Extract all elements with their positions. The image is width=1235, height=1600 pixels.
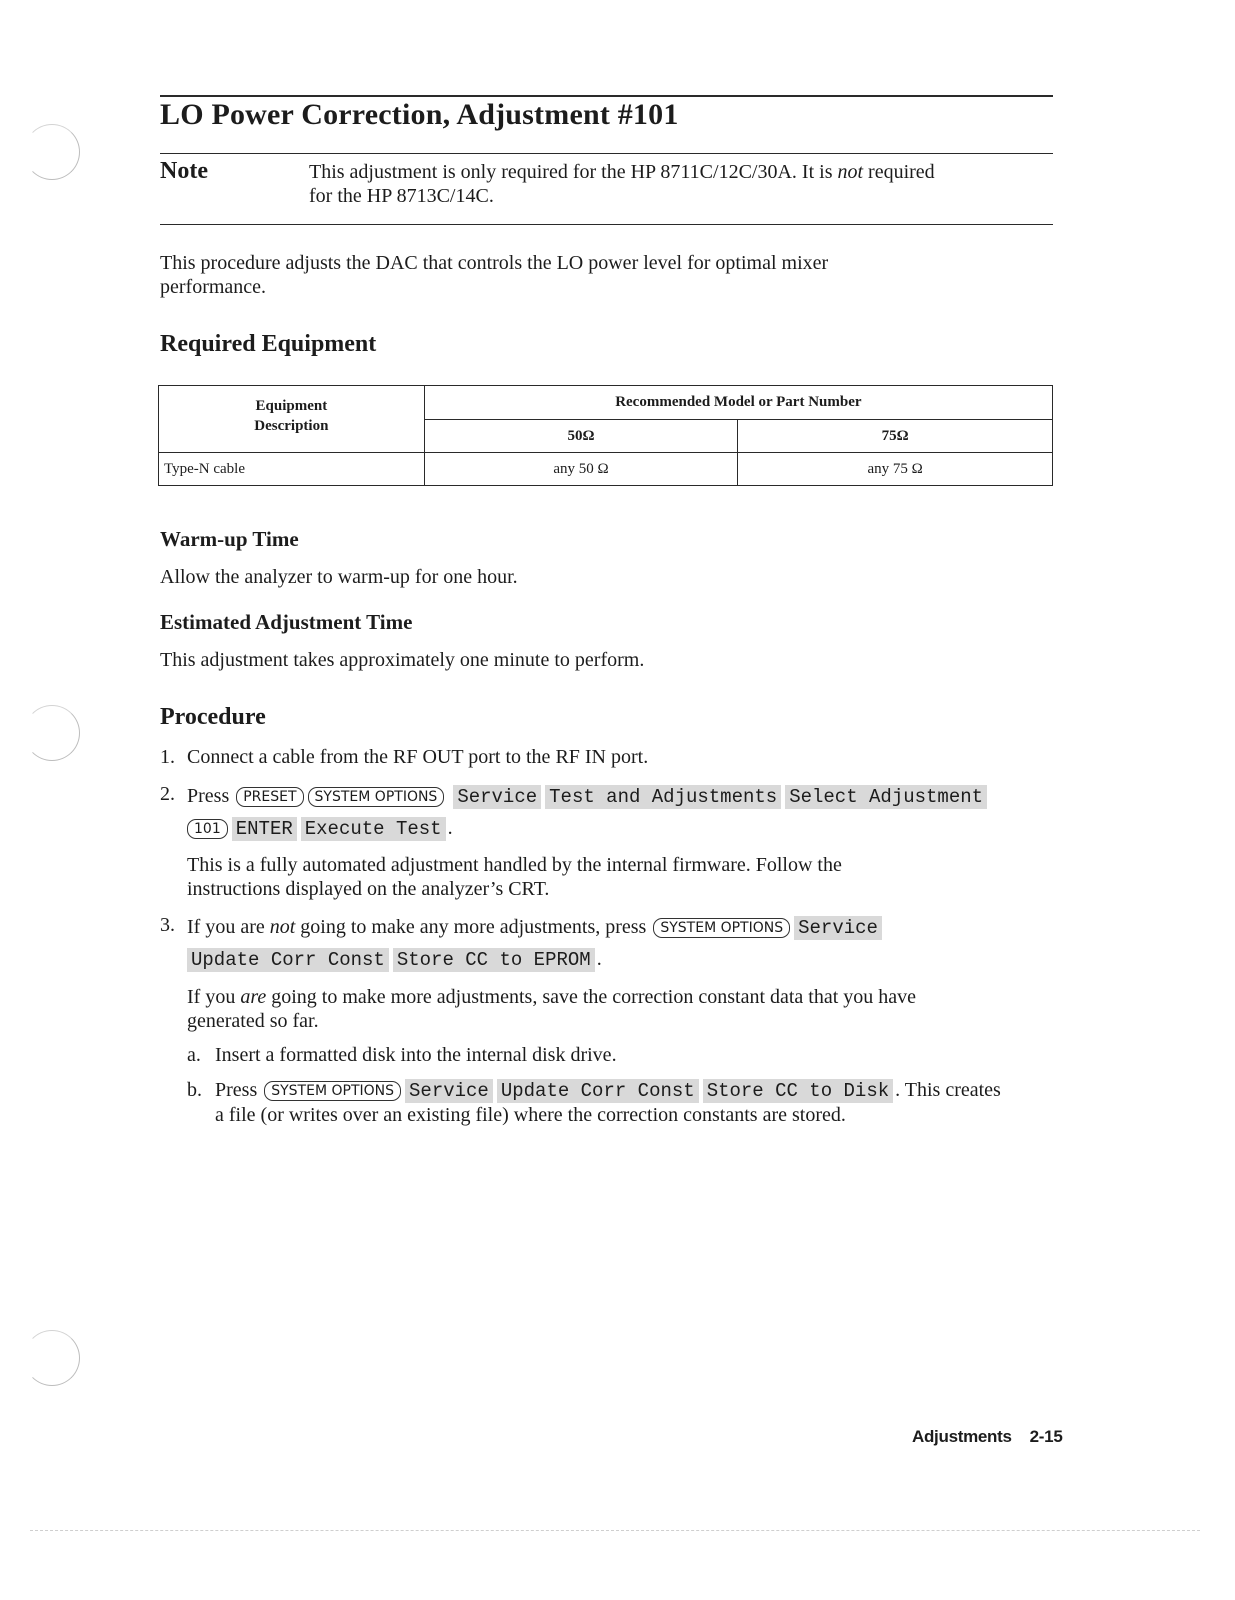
step-3-are-line-2: generated so far. [187,1010,319,1032]
service-softkey: Service [405,1079,493,1103]
system-options-key: SYSTEM OPTIONS [308,787,445,807]
step-2-description-line-2: instructions displayed on the analyzer’s CRT. [187,878,550,900]
binder-hole-top [24,124,80,180]
substep-b-trailing-text: . This creates [895,1079,1001,1101]
intro-line-2: performance. [160,276,267,298]
step-3-line-2 [187,947,602,972]
intro-line-1: This procedure adjusts the DAC that controls the LO power level for optimal mixer [160,252,829,274]
substep-b-line-2: a file (or writes over an existing file) where the correction constants are stored. [215,1104,846,1126]
press-label: Press [187,785,230,807]
equipment-description-header [159,386,425,453]
system-options-key: SYSTEM OPTIONS [653,918,790,938]
step-3-emphasis: not [269,916,296,938]
preset-key: PRESET [236,787,303,807]
note-label: Note [160,158,208,184]
top-rule [160,95,1053,97]
cell-75-ohm: any 75 Ω [738,453,1053,486]
note-rule [160,224,1053,225]
step-2-keys-line-1 [187,784,989,809]
note-line-2: for the HP 8713C/14C. [309,185,494,207]
substep-a-label: a. [187,1044,201,1066]
update-corr-const-softkey: Update Corr Const [187,948,389,972]
estimated-time-heading: Estimated Adjustment Time [160,610,413,634]
table-row [159,453,1053,486]
step-1-text: Connect a cable from the RF OUT port to the RF IN port. [187,746,649,768]
service-softkey: Service [453,785,541,809]
text-part: If you [187,986,241,1008]
step-3-text-part: going to make any more adjustments, press [295,916,647,938]
store-cc-to-eprom-softkey: Store CC to EPROM [393,948,595,972]
system-options-key: SYSTEM OPTIONS [264,1081,401,1101]
are-emphasis: are [240,986,267,1008]
recommended-model-header: Recommended Model or Part Number [424,386,1052,420]
equipment-table [158,385,1053,486]
service-softkey: Service [794,916,882,940]
note-emphasis: not [837,161,864,183]
page-bottom-edge [30,1530,1200,1531]
step-2-keys-line-2 [187,816,453,841]
key-101: 101 [187,819,228,839]
cell-50-ohm: any 50 Ω [424,453,738,486]
binder-hole-bottom [24,1330,80,1386]
title-rule [160,153,1053,154]
note-text-part: This adjustment is only required for the HP 8711C/12C/30A. It is [309,161,838,183]
header-75-ohm: 75Ω [738,420,1053,453]
step-3-are-line-1 [187,985,916,1009]
cell-description: Type-N cable [159,453,425,486]
step-3-are-paragraph [187,985,916,1033]
store-cc-to-disk-softkey: Store CC to Disk [703,1079,893,1103]
binder-hole-middle [24,705,80,761]
select-adjustment-softkey: Select Adjustment [785,785,987,809]
substep-b-label: b. [187,1079,202,1101]
step-2-description [187,853,842,901]
footer-section: Adjustments [912,1427,1012,1446]
footer-page-number: 2-15 [1029,1427,1063,1446]
step-2-number: 2. [160,783,175,805]
substep-a-text: Insert a formatted disk into the internal disk drive. [215,1044,617,1066]
step-2-description-line-1: This is a fully automated adjustment handled by the internal firmware. Follow the [187,854,842,876]
intro-paragraph [160,251,828,299]
enter-softkey: ENTER [232,817,297,841]
warmup-text: Allow the analyzer to warm-up for one hour. [160,566,518,588]
test-and-adjustments-softkey: Test and Adjustments [545,785,781,809]
page-title: LO Power Correction, Adjustment #101 [160,98,679,131]
note-text-part: required [863,161,935,183]
step-3-number: 3. [160,914,175,936]
header-50-ohm: 50Ω [424,420,738,453]
step-3-line-1 [187,915,884,940]
substep-b-line-1 [215,1078,1001,1103]
warmup-heading: Warm-up Time [160,527,299,551]
text-part: going to make more adjustments, save the correction constant data that you have [266,986,917,1008]
press-label: Press [215,1079,258,1101]
page-footer [912,1427,1062,1447]
period: . [447,817,453,839]
estimated-time-text: This adjustment takes approximately one minute to perform. [160,649,645,671]
procedure-heading: Procedure [160,704,266,730]
step-1-number: 1. [160,746,175,768]
required-equipment-heading: Required Equipment [160,331,377,357]
period: . [596,948,602,970]
execute-test-softkey: Execute Test [301,817,446,841]
update-corr-const-softkey: Update Corr Const [497,1079,699,1103]
step-3-text-part: If you are [187,916,270,938]
header-line: Equipment [255,398,328,414]
note-text [309,160,1049,208]
note-line-1 [309,160,1049,184]
header-line: Description [254,418,329,434]
